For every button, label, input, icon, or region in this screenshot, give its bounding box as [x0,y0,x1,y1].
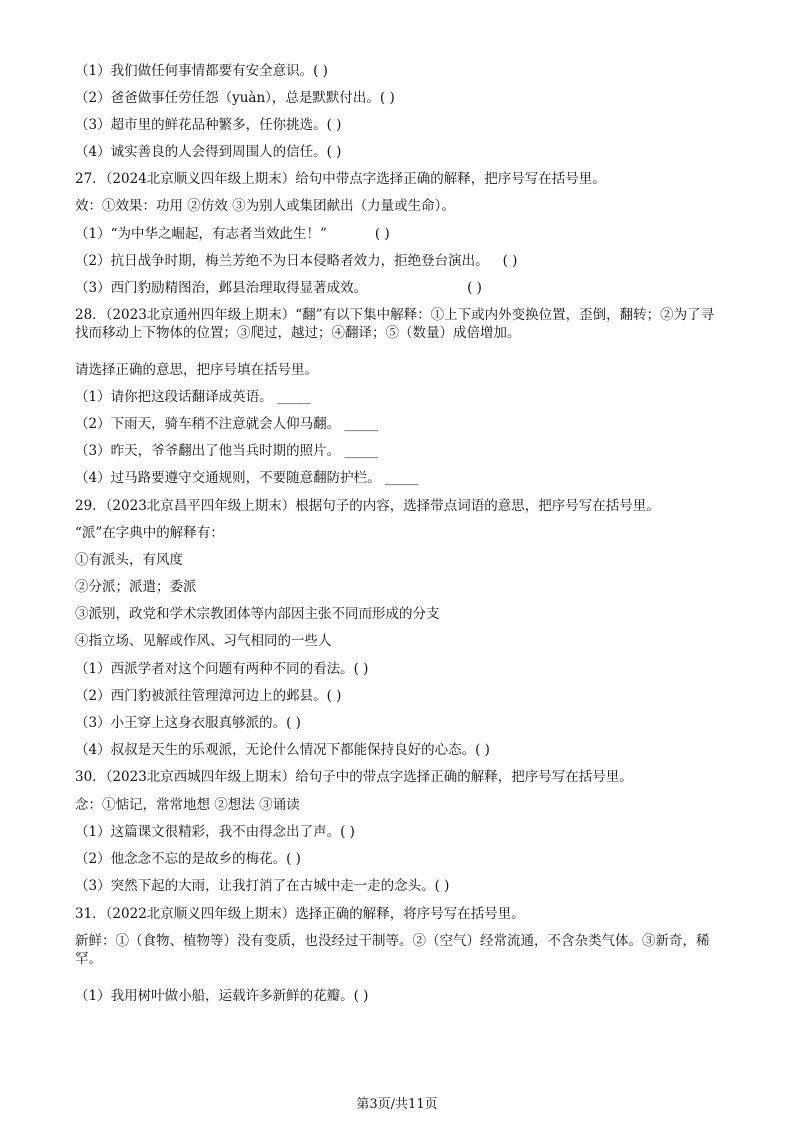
q27-definitions: 效：①效果：功用 ②仿效 ③为别人或集团献出（力量或生命）。 [75,198,455,214]
page-footer: 第3页/共11页 [356,1097,438,1112]
q31-heading: 31．（2022北京顺义四年级上期末）选择正确的解释，将序号写在括号里。 [75,906,525,922]
q29-item-1: （1）西派学者对这个问题有两种不同的看法。( ) [75,661,369,677]
q30-item-1: （1）这篇课文很精彩，我不由得念出了声。( ) [75,824,355,840]
q31-definitions: 新鲜：①（食物、植物等）没有变质，也没经过干制等。②（空气）经常流通，不含杂类气体。③新奇，稀罕。 [75,933,710,967]
q31-item-1: （1）我用树叶做小船，运载许多新鲜的花瓣。( ) [75,988,369,1004]
q27-item-3-text: （3）西门豹励精图治，邺县治理取得显著成效。 [75,280,368,296]
q29-dict-intro: “派”在字典中的解释有： [75,525,224,541]
q30-heading: 30．（2023北京西城四年级上期末）给句子中的带点字选择正确的解释，把序号写在括号里。 [75,769,633,785]
q27-item-1-answer: ( ) [374,226,390,242]
q29-def-2: ②分派；派遣；委派 [75,579,197,595]
q28-instruction: 请选择正确的意思，把序号填在括号里。 [75,362,318,378]
q29-def-1: ①有派头，有风度 [75,552,183,568]
q29-def-3: ③派别，政党和学术宗教团体等内部因主张不同而形成的分支 [75,606,440,622]
q27-item-2 [75,252,517,270]
q29-item-3: （3）小王穿上这身衣服真够派的。( ) [75,715,301,731]
q30-item-3: （3）突然下起的大雨，让我打消了在古城中走一走的念头。( ) [75,878,450,894]
q27-item-3-answer: ( ) [467,280,482,296]
q27-item-1-text: （1）“为中华之崛起，有志者当效此生！” [75,226,327,242]
q27-item-2-answer: ( ) [502,253,518,269]
q30-item-2: （2）他念念不忘的是故乡的梅花。( ) [75,851,301,867]
q28-item-2: （2）下雨天，骑车稍不注意就会人仰马翻。 _____ [75,416,379,432]
q28-item-4: （4）过马路要遵守交通规则，不要随意翻防护栏。 _____ [75,470,419,486]
q26-item-4: （4）诚实善良的人会得到周围人的信任。( ) [75,144,342,160]
q29-def-4: ④指立场、见解或作风、习气相同的一些人 [75,633,332,649]
q26-item-1: （1）我们做任何事情都要有安全意识。( ) [75,63,328,79]
q29-heading: 29．（2023北京昌平四年级上期末）根据句子的内容，选择带点词语的意思，把序号写在括号里。 [75,498,660,514]
q26-item-3: （3）超市里的鲜花品种繁多，任你挑选。( ) [75,117,342,133]
q27-item-1 [75,225,390,243]
q28-heading: 28．（2023北京通州四年级上期末）“翻”有以下集中解释：①上下或内外变换位置，歪倒，翻转；②为了寻找而移动上下物体的位置；③爬过，越过；④翻译；⑤（数量）成倍增加。 [75,307,715,341]
q27-item-2-text: （2）抗日战争时期，梅兰芳绝不为日本侵略者效力，拒绝登台演出。 [75,253,489,269]
q29-item-4: （4）叔叔是天生的乐观派，无论什么情况下都能保持良好的心态。( ) [75,742,490,758]
q30-definitions: 念：①惦记，常常地想 ②想法 ③诵读 [75,797,300,813]
q27-item-3 [75,279,482,297]
q27-heading: 27．（2024北京顺义四年级上期末）给句中带点字选择正确的解释，把序号写在括号里。 [75,171,606,187]
q28-item-3: （3）昨天，爷爷翻出了他当兵时期的照片。 _____ [75,443,379,459]
q28-item-1: （1）请你把这段话翻译成英语。 _____ [75,389,311,405]
q26-item-2: （2）爸爸做事任劳任怨（yuàn），总是默默付出。( ) [75,90,395,106]
q29-item-2: （2）西门豹被派往管理漳河边上的邺县。( ) [75,688,342,704]
